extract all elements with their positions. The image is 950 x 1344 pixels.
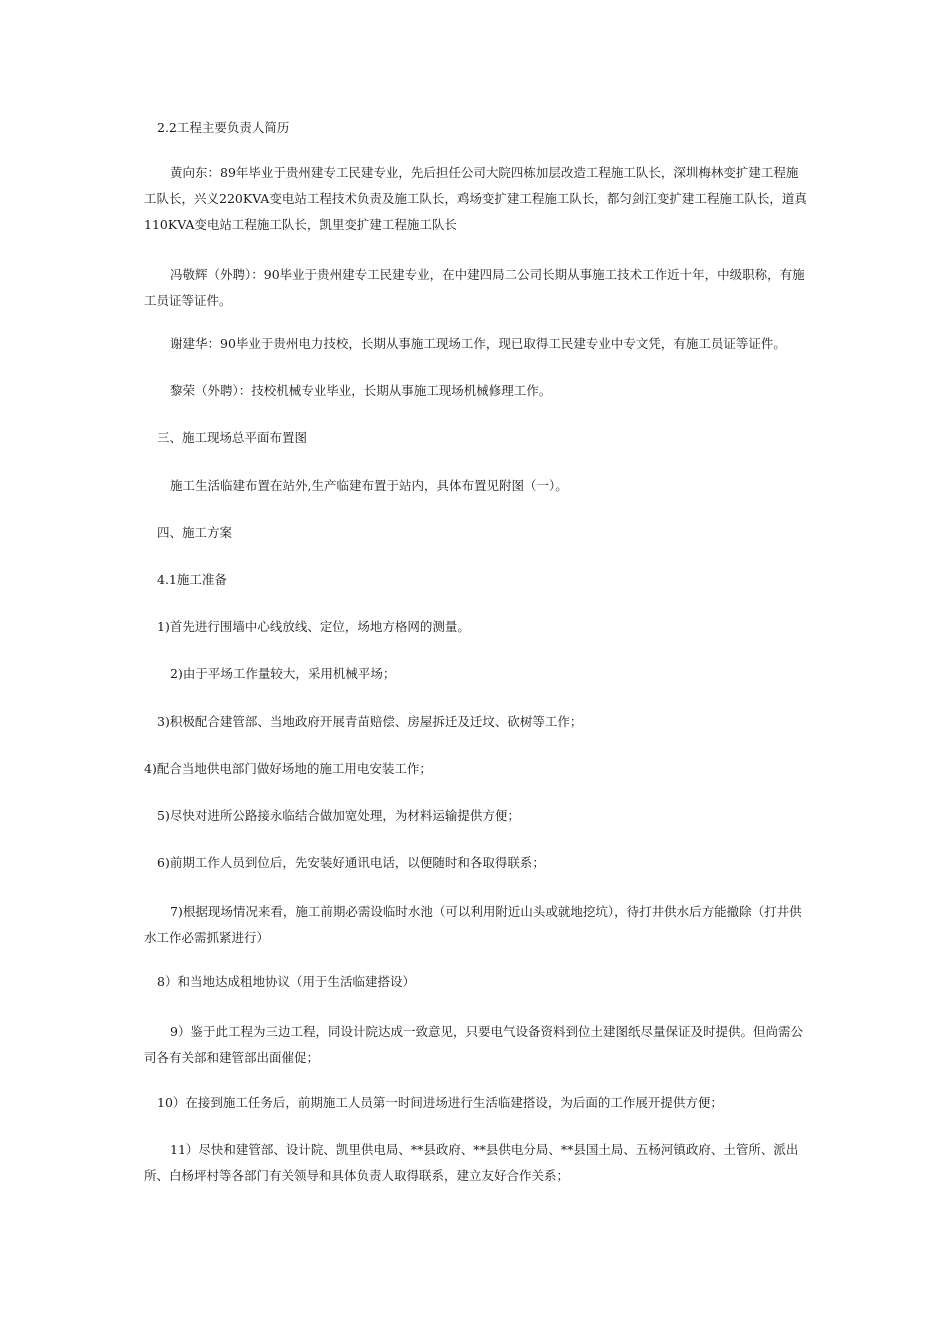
list-item: 4)配合当地供电部门做好场地的施工用电安装工作； (144, 761, 432, 776)
list-item: 1)首先进行围墙中心线放线、定位，场地方格网的测量。 (157, 619, 470, 634)
list-item: 2)由于平场工作量较大，采用机械平场； (170, 666, 396, 681)
feng-bio-paragraph: 冯敬辉（外聘）：90毕业于贵州建专工民建专业，在中建四局二公司长期从事施工技术工作近十年，中级职称，有施工员证等证件。 (144, 267, 805, 308)
huang-bio-paragraph: 黄向东：89年毕业于贵州建专工民建专业，先后担任公司大院四栋加层改造工程施工队长，深圳梅林变扩建工程施工队长，兴义220KVA变电站工程技术负责及施工队长，鸡场变扩建工程施工队长，都匀剑江变扩建工程施工队长，道真110KVA变电站工程施工队长，凯里变扩建工程施工队长 (144, 165, 807, 232)
li-bio-paragraph: 黎荣（外聘）：技校机械专业毕业，长期从事施工现场机械修理工作。 (170, 383, 552, 398)
section-4-1-heading: 4.1施工准备 (157, 572, 227, 587)
section-3-heading: 三、施工现场总平面布置图 (157, 430, 308, 445)
list-item: 10）在接到施工任务后，前期施工人员第一时间进场进行生活临建搭设，为后面的工作展开提供方便； (157, 1095, 723, 1110)
list-item: 6)前期工作人员到位后，先安装好通讯电话，以便随时和各取得联系； (157, 855, 545, 870)
list-item: 8）和当地达成租地协议（用于生活临建搭设） (157, 974, 415, 989)
xie-bio-paragraph: 谢建华：90毕业于贵州电力技校，长期从事施工现场工作，现已取得工民建专业中专文凭，有施工员证等证件。 (170, 336, 786, 351)
section-3-text: 施工生活临建布置在站外,生产临建布置于站内，具体布置见附图（一）。 (170, 478, 568, 493)
section-2-2-heading: 2.2工程主要负责人简历 (157, 120, 290, 135)
list-item: 5)尽快对进所公路接永临结合做加宽处理，为材料运输提供方便； (157, 808, 520, 823)
section-4-heading: 四、施工方案 (157, 525, 233, 540)
list-item: 9）鉴于此工程为三边工程，同设计院达成一致意见，只要电气设备资料到位土建图纸尽量保证及时提供。但尚需公司各有关部和建管部出面催促； (144, 1024, 803, 1065)
list-item: 11）尽快和建管部、设计院、凯里供电局、**县政府、**县供电分局、**县国土局、五杨河镇政府、土管所、派出所、白杨坪村等各部门有关领导和具体负责人取得联系，建立友好合作关系； (144, 1142, 799, 1183)
list-item: 7)根据现场情况来看，施工前期必需设临时水池（可以利用附近山头或就地挖坑），待打井供水后方能撤除（打井供水工作必需抓紧进行） (144, 904, 802, 945)
list-item: 3)积极配合建管部、当地政府开展青苗赔偿、房屋拆迁及迁坟、砍树等工作； (157, 714, 583, 729)
